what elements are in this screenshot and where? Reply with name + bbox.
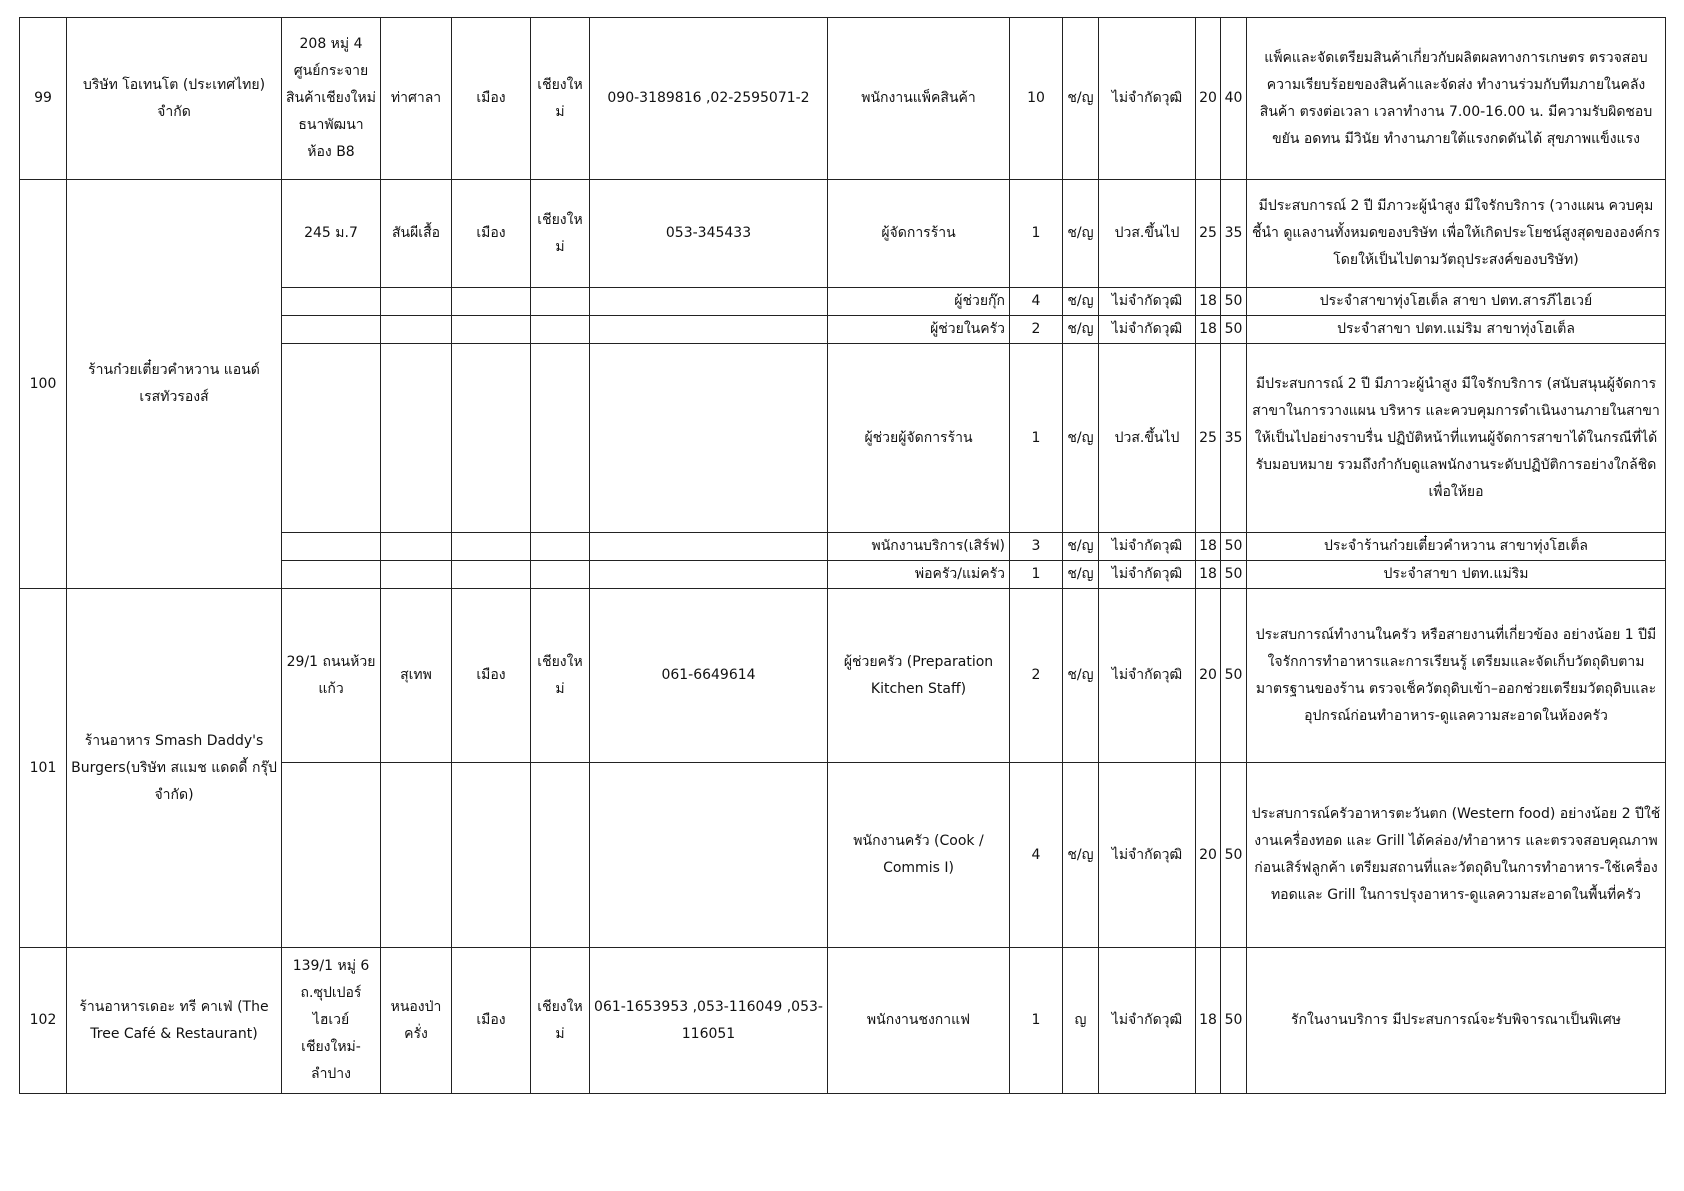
position-age-max: 50 [1221,948,1247,1094]
row-number: 102 [20,948,67,1094]
position-title: พ่อครัว/แม่ครัว [828,561,1010,589]
position-sex: ช/ญ [1063,180,1099,288]
subdistrict-empty [381,288,452,316]
row-number: 100 [20,180,67,589]
position-sex: ช/ญ [1063,18,1099,180]
position-details: ประจำร้านก๋วยเตี๋ยวคำหวาน สาขาทุ่งโฮเต็ล [1247,533,1666,561]
position-details: ประจำสาขา ปตท.แม่ริม [1247,561,1666,589]
position-sex: ช/ญ [1063,561,1099,589]
phone-empty [590,288,828,316]
position-age-min: 18 [1196,533,1221,561]
position-education: ปวส.ขึ้นไป [1099,344,1196,533]
position-age-max: 35 [1221,344,1247,533]
district-empty [452,533,531,561]
district-empty [452,316,531,344]
province: เชียงใหม่ [531,589,590,763]
address-empty [282,344,381,533]
company-name: ร้านก๋วยเตี๋ยวคำหวาน แอนด์ เรสทัวรองส์ [67,180,282,589]
phone: 053-345433 [590,180,828,288]
province-empty [531,533,590,561]
phone: 061-1653953 ,053-116049 ,053-116051 [590,948,828,1094]
phone: 090-3189816 ,02-2595071-2 [590,18,828,180]
district-empty [452,344,531,533]
position-title: ผู้จัดการร้าน [828,180,1010,288]
address-empty [282,561,381,589]
company-name: ร้านอาหาร Smash Daddy's Burgers(บริษัท สแมช แดดดี้ กรุ๊ป จำกัด) [67,589,282,948]
table-row [20,180,1666,288]
position-count: 4 [1010,763,1063,948]
address-empty [282,288,381,316]
position-title: ผู้ช่วยผู้จัดการร้าน [828,344,1010,533]
position-details: มีประสบการณ์ 2 ปี มีภาวะผู้นำสูง มีใจรักบริการ (วางแผน ควบคุม ชี้นำ ดูแลงานทั้งหมดของบริษัท เพื่อให้เกิดประโยชน์สูงสุดขององค์กรโดยให้เป็นไปตามวัตถุประสงค์ของบริษัท) [1247,180,1666,288]
row-number: 99 [20,18,67,180]
position-education: ไม่จำกัดวุฒิ [1099,948,1196,1094]
position-sex: ช/ญ [1063,316,1099,344]
job-listing-table [19,17,1666,1094]
position-education: ไม่จำกัดวุฒิ [1099,763,1196,948]
address: 29/1 ถนนห้วยแก้ว [282,589,381,763]
position-details: แพ็คและจัดเตรียมสินค้าเกี่ยวกับผลิตผลทางการเกษตร ตรวจสอบความเรียบร้อยของสินค้าและจัดส่ง ทำงานร่วมกับทีมภายในคลังสินค้า ตรงต่อเวลา เวลาทำงาน 7.00-16.00 น. มีความรับผิดชอบ ขยัน อดทน มีวินัย ทำงานภายใต้แรงกดดันได้ สุขภาพแข็งแรง [1247,18,1666,180]
district-empty [452,763,531,948]
position-title: ผู้ช่วยในครัว [828,316,1010,344]
position-education: ปวส.ขึ้นไป [1099,180,1196,288]
position-sex: ญ [1063,948,1099,1094]
position-education: ไม่จำกัดวุฒิ [1099,18,1196,180]
position-sex: ช/ญ [1063,763,1099,948]
table-row [20,589,1666,763]
address: 139/1 หมู่ 6 ถ.ซุปเปอร์ไฮเวย์ เชียงใหม่-ลำปาง [282,948,381,1094]
province-empty [531,561,590,589]
position-age-max: 50 [1221,533,1247,561]
position-age-min: 18 [1196,288,1221,316]
position-age-min: 18 [1196,561,1221,589]
position-count: 2 [1010,316,1063,344]
phone-empty [590,316,828,344]
position-age-max: 50 [1221,763,1247,948]
position-sex: ช/ญ [1063,288,1099,316]
subdistrict: ท่าศาลา [381,18,452,180]
position-details: ประสบการณ์ทำงานในครัว หรือสายงานที่เกี่ยวข้อง อย่างน้อย 1 ปีมีใจรักการทำอาหารและการเรียนรู้ เตรียมและจัดเก็บวัตถุดิบตามมาตรฐานของร้าน ตรวจเช็ควัตถุดิบเข้า–ออกช่วยเตรียมวัตถุดิบและอุปกรณ์ก่อนทำอาหาร-ดูแลความสะอาดในห้องครัว [1247,589,1666,763]
subdistrict-empty [381,533,452,561]
subdistrict: สันผีเสื้อ [381,180,452,288]
position-sex: ช/ญ [1063,589,1099,763]
position-title: พนักงานครัว (Cook / Commis I) [828,763,1010,948]
position-details: ประสบการณ์ครัวอาหารตะวันตก (Western food) อย่างน้อย 2 ปีใช้งานเครื่องทอด และ Grill ได้คล่อง/ทำอาหาร และตรวจสอบคุณภาพก่อนเสิร์ฟลูกค้า เตรียมสถานที่และวัตถุดิบในการทำอาหาร-ใช้เครื่องทอดและ Grill ในการปรุงอาหาร-ดูแลความสะอาดในพื้นที่ครัว [1247,763,1666,948]
position-age-min: 25 [1196,344,1221,533]
province-empty [531,288,590,316]
address: 208 หมู่ 4 ศูนย์กระจายสินค้าเชียงใหม่ธนาพัฒนา ห้อง B8 [282,18,381,180]
table-row [20,948,1666,1094]
phone-empty [590,763,828,948]
position-age-max: 50 [1221,316,1247,344]
position-age-max: 50 [1221,561,1247,589]
address-empty [282,763,381,948]
province-empty [531,344,590,533]
phone: 061-6649614 [590,589,828,763]
subdistrict: หนองป่าครั่ง [381,948,452,1094]
position-details: ประจำสาขาทุ่งโฮเต็ล สาขา ปตท.สารภีไฮเวย์ [1247,288,1666,316]
position-education: ไม่จำกัดวุฒิ [1099,288,1196,316]
position-sex: ช/ญ [1063,344,1099,533]
subdistrict-empty [381,763,452,948]
position-education: ไม่จำกัดวุฒิ [1099,561,1196,589]
position-count: 1 [1010,561,1063,589]
address-empty [282,316,381,344]
phone-empty [590,561,828,589]
position-count: 10 [1010,18,1063,180]
province: เชียงใหม่ [531,180,590,288]
position-age-min: 20 [1196,763,1221,948]
province-empty [531,763,590,948]
position-details: ประจำสาขา ปตท.แม่ริม สาขาทุ่งโฮเต็ล [1247,316,1666,344]
position-details: รักในงานบริการ มีประสบการณ์จะรับพิจารณาเป็นพิเศษ [1247,948,1666,1094]
table-row [20,18,1666,180]
position-age-max: 50 [1221,589,1247,763]
province: เชียงใหม่ [531,18,590,180]
district: เมือง [452,589,531,763]
position-education: ไม่จำกัดวุฒิ [1099,533,1196,561]
district-empty [452,288,531,316]
position-education: ไม่จำกัดวุฒิ [1099,589,1196,763]
position-details: มีประสบการณ์ 2 ปี มีภาวะผู้นำสูง มีใจรักบริการ (สนับสนุนผู้จัดการสาขาในการวางแผน บริหาร และควบคุมการดำเนินงานภายในสาขาให้เป็นไปอย่างราบรื่น ปฏิบัติหน้าที่แทนผู้จัดการสาขาได้ในกรณีที่ได้รับมอบหมาย รวมถึงกำกับดูแลพนักงานระดับปฏิบัติการอย่างใกล้ชิด เพื่อให้ยอ [1247,344,1666,533]
address-empty [282,533,381,561]
position-title: พนักงานชงกาแฟ [828,948,1010,1094]
district: เมือง [452,180,531,288]
position-count: 2 [1010,589,1063,763]
district: เมือง [452,18,531,180]
subdistrict-empty [381,344,452,533]
phone-empty [590,344,828,533]
address: 245 ม.7 [282,180,381,288]
province: เชียงใหม่ [531,948,590,1094]
row-number: 101 [20,589,67,948]
position-age-max: 50 [1221,288,1247,316]
position-count: 4 [1010,288,1063,316]
position-title: ผู้ช่วยกุ๊ก [828,288,1010,316]
position-title: พนักงานบริการ(เสิร์ฟ) [828,533,1010,561]
position-count: 1 [1010,948,1063,1094]
position-sex: ช/ญ [1063,533,1099,561]
position-count: 1 [1010,180,1063,288]
position-count: 3 [1010,533,1063,561]
position-age-min: 20 [1196,18,1221,180]
position-age-min: 18 [1196,316,1221,344]
position-count: 1 [1010,344,1063,533]
company-name: บริษัท โอเทนโต (ประเทศไทย) จำกัด [67,18,282,180]
subdistrict-empty [381,316,452,344]
position-age-min: 25 [1196,180,1221,288]
position-age-min: 20 [1196,589,1221,763]
position-education: ไม่จำกัดวุฒิ [1099,316,1196,344]
district: เมือง [452,948,531,1094]
position-title: พนักงานแพ็คสินค้า [828,18,1010,180]
position-age-max: 35 [1221,180,1247,288]
subdistrict-empty [381,561,452,589]
company-name: ร้านอาหารเดอะ ทรี คาเฟ่ (The Tree Café & Restaurant) [67,948,282,1094]
district-empty [452,561,531,589]
position-title: ผู้ช่วยครัว (Preparation Kitchen Staff) [828,589,1010,763]
position-age-min: 18 [1196,948,1221,1094]
position-age-max: 40 [1221,18,1247,180]
subdistrict: สุเทพ [381,589,452,763]
phone-empty [590,533,828,561]
province-empty [531,316,590,344]
